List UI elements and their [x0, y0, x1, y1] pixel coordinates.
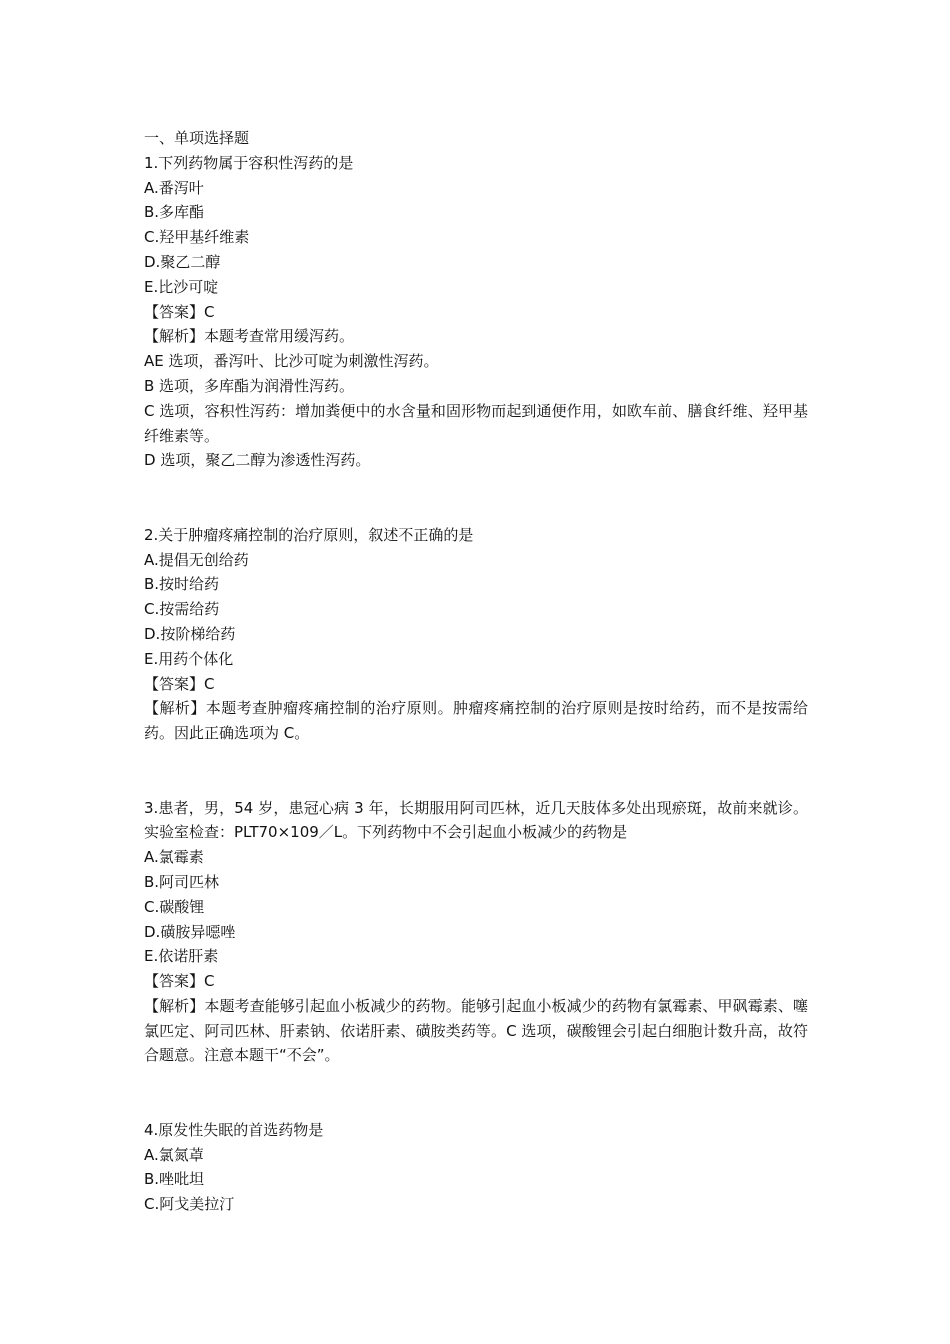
option-d: D.磺胺异噁唑 [144, 922, 236, 941]
answer: 【答案】C [144, 302, 215, 321]
analysis-line: 【解析】本题考查肿瘤疼痛控制的治疗原则。肿瘤疼痛控制的治疗原则是按时给药，而不是按需给药。因此正确选项为 C。 [144, 699, 808, 743]
option-b: B.按时给药 [144, 575, 220, 594]
option-b: B.阿司匹林 [144, 872, 220, 891]
option-c: C.羟甲基纤维素 [144, 228, 250, 247]
question-stem: 2.关于肿瘤疼痛控制的治疗原则，叙述不正确的是 [144, 525, 474, 544]
option-a: A.提倡无创给药 [144, 550, 249, 569]
question-1 [144, 151, 808, 473]
question-stem: 3.患者，男，54 岁，患冠心病 3 年，长期服用阿司匹林，近几天肢体多处出现瘀斑，故前来就诊。实验室检查：PLT70×109／L。下列药物中不会引起血小板减少的药物是 [144, 798, 808, 842]
analysis-line: AE 选项，番泻叶、比沙可啶为刺激性泻药。 [144, 352, 439, 371]
analysis-line: 【解析】本题考查常用缓泻药。 [144, 327, 355, 346]
spacer [144, 473, 808, 523]
analysis-line: B 选项，多库酯为润滑性泻药。 [144, 376, 355, 395]
option-a: A.番泻叶 [144, 178, 204, 197]
question-stem: 1.下列药物属于容积性泻药的是 [144, 153, 354, 172]
analysis-line: 【解析】本题考查能够引起血小板减少的药物。能够引起血小板减少的药物有氯霉素、甲砜霉素、噻氯匹定、阿司匹林、肝素钠、依诺肝素、磺胺类药等。C 选项，碳酸锂会引起白细胞计数升高，故符合题意。注意本题干“不会”。 [144, 996, 808, 1065]
option-b: B.多库酯 [144, 203, 205, 222]
question-stem: 4.原发性失眠的首选药物是 [144, 1120, 324, 1139]
option-d: D.聚乙二醇 [144, 252, 221, 271]
question-4 [144, 1118, 808, 1217]
spacer [144, 1068, 808, 1118]
option-e: E.比沙可啶 [144, 277, 219, 296]
option-b: B.唑吡坦 [144, 1170, 205, 1189]
option-c: C.碳酸锂 [144, 897, 205, 916]
document-page [144, 126, 808, 1217]
answer: 【答案】C [144, 674, 215, 693]
option-e: E.依诺肝素 [144, 947, 219, 966]
spacer [144, 746, 808, 796]
analysis-line: C 选项，容积性泻药：增加粪便中的水含量和固形物而起到通便作用，如欧车前、膳食纤维、羟甲基纤维素等。 [144, 401, 808, 445]
section-title: 一、单项选择题 [144, 129, 250, 147]
option-a: A.氯氮䓬 [144, 1145, 204, 1164]
option-c: C.阿戈美拉汀 [144, 1195, 235, 1214]
option-d: D.按阶梯给药 [144, 624, 236, 643]
option-e: E.用药个体化 [144, 649, 234, 668]
option-a: A.氯霉素 [144, 848, 204, 867]
option-c: C.按需给药 [144, 600, 220, 619]
analysis-line: D 选项，聚乙二醇为渗透性泻药。 [144, 451, 371, 470]
question-2 [144, 523, 808, 746]
answer: 【答案】C [144, 972, 215, 991]
question-3 [144, 796, 808, 1069]
